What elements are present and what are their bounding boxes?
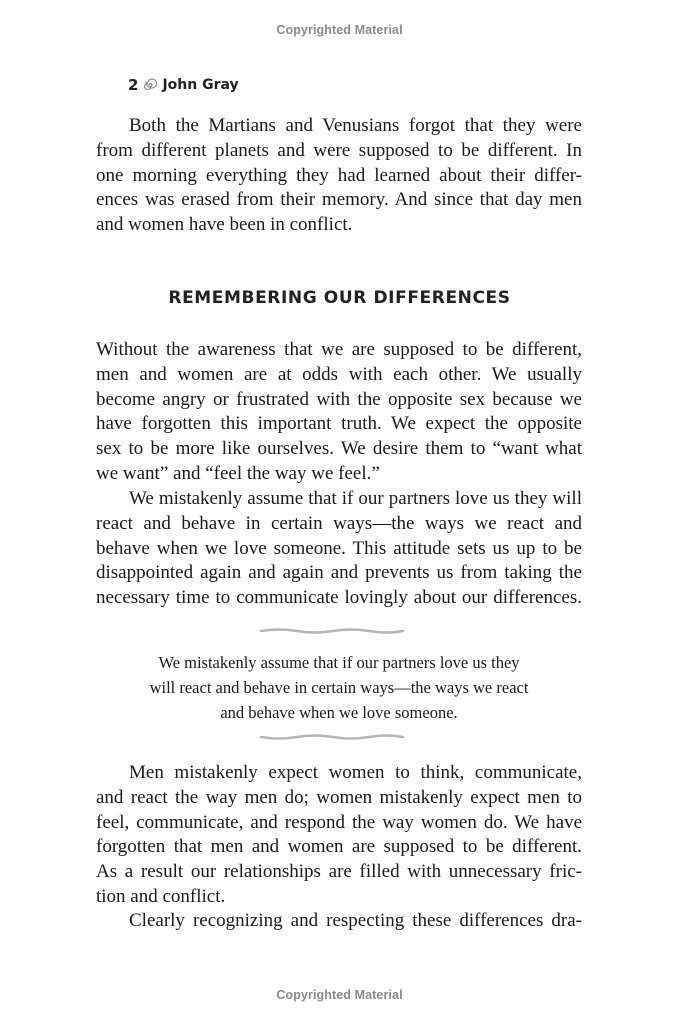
text-line: Men mistakenly expect women to think, communicate, <box>129 762 582 783</box>
section-heading: REMEMBERING OUR DIFFERENCES <box>168 288 511 308</box>
text-line: Both the Martians and Venusians forgot that they were <box>129 115 582 136</box>
pull-quote-line: We mistakenly assume that if our partners love us they <box>158 653 520 672</box>
text-line: react and behave in certain ways—the ways we react and <box>96 512 582 534</box>
text-line: Without the awareness that we are supposed to be different, <box>96 339 582 360</box>
pull-quote <box>96 650 582 725</box>
text-line: sex to be more like ourselves. We desire them to “want what <box>96 438 582 460</box>
page-number: 2 <box>128 76 139 94</box>
text-line: Clearly recognizing and respecting these differences dra- <box>129 910 582 931</box>
author-name: John Gray <box>162 77 239 93</box>
text-line: behave when we love someone. This attitude sets us up to be <box>96 537 582 559</box>
text-line: have forgotten this important truth. We expect the opposite <box>96 413 582 435</box>
text-line: from different planets and were supposed to be different. In <box>96 139 582 161</box>
paragraph-4 <box>96 761 582 910</box>
text-line: become angry or frustrated with the opposite sex because we <box>96 388 582 410</box>
paragraph-5 <box>96 909 582 934</box>
running-head <box>128 76 239 94</box>
text-line: feel, communicate, and respond the way women do. We have <box>96 811 582 833</box>
text-line: We mistakenly assume that if our partners love us they will <box>129 488 582 509</box>
paragraph-3 <box>96 487 582 611</box>
text-line: we want” and “feel the way we feel.” <box>96 462 380 484</box>
copyright-notice-bottom: Copyrighted Material <box>276 988 403 1002</box>
text-line: As a result our relationships are filled with unnecessary fric- <box>96 861 582 883</box>
paragraph-2 <box>96 338 582 487</box>
pull-quote-line: will react and behave in certain ways—the ways we react <box>149 678 529 697</box>
copyright-notice-top: Copyrighted Material <box>276 23 403 37</box>
text-line: necessary time to communicate lovingly about our differences. <box>96 587 582 609</box>
text-line: and react the way men do; women mistakenly expect men to <box>96 786 582 808</box>
paragraph-1 <box>96 114 582 238</box>
pull-quote-line: and behave when we love someone. <box>220 703 458 722</box>
text-line: men and women are at odds with each other. We usually <box>96 363 582 385</box>
swirl-icon <box>141 77 157 93</box>
text-line: one morning everything they had learned about their differ- <box>96 164 582 186</box>
text-line: tion and conflict. <box>96 885 226 907</box>
decorative-rule-top <box>259 627 405 635</box>
decorative-rule-bottom <box>259 733 405 741</box>
text-line: disappointed again and again and prevents us from taking the <box>96 562 582 584</box>
text-line: and women have been in conflict. <box>96 214 353 236</box>
text-line: forgotten that men and women are supposed to be different. <box>96 836 582 858</box>
text-line: ences was erased from their memory. And since that day men <box>96 189 582 211</box>
